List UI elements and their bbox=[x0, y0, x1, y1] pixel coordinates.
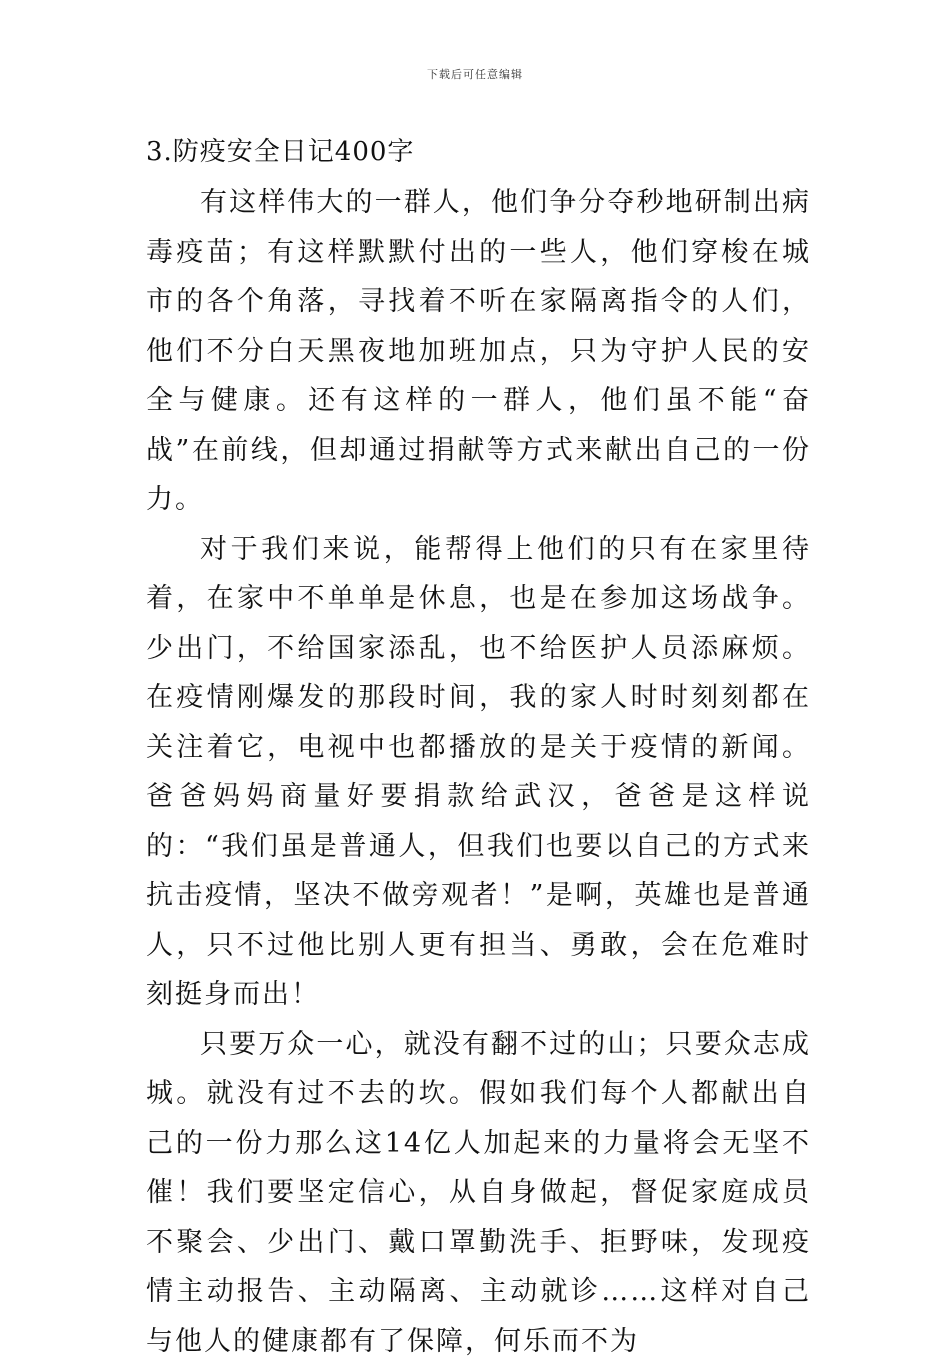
document-title: 3.防疫安全日记400字 bbox=[146, 130, 811, 174]
header-note: 下载后可任意编辑 bbox=[0, 66, 950, 82]
paragraph-2: 对于我们来说，能帮得上他们的只有在家里待着，在家中不单单是休息，也是在参加这场战争。少出门，不给国家添乱，也不给医护人员添麻烦。在疫情刚爆发的那段时间，我的家人时时刻刻都在关注着它，电视中也都播放的是关于疫情的新闻。爸爸妈妈商量好要捐款给武汉，爸爸是这样说的：“我们虽是普通人，但我们也要以自己的方式来抗击疫情，坚决不做旁观者！”是啊，英雄也是普通人，只不过他比别人更有担当、勇敢，会在危难时刻挺身而出！ bbox=[146, 525, 811, 1020]
document-body bbox=[146, 130, 811, 1366]
paragraph-1: 有这样伟大的一群人，他们争分夺秒地研制出病毒疫苗；有这样默默付出的一些人，他们穿梭在城市的各个角落，寻找着不听在家隔离指令的人们，他们不分白天黑夜地加班加点，只为守护人民的安全与健康。还有这样的一群人，他们虽不能“奋战”在前线，但却通过捐献等方式来献出自己的一份力。 bbox=[146, 178, 811, 525]
paragraph-3: 只要万众一心，就没有翻不过的山；只要众志成城。就没有过不去的坎。假如我们每个人都献出自己的一份力那么这14亿人加起来的力量将会无坚不催！我们要坚定信心，从自身做起，督促家庭成员不聚会、少出门、戴口罩勤洗手、拒野味，发现疫情主动报告、主动隔离、主动就诊……这样对自己与他人的健康都有了保障，何乐而不为 bbox=[146, 1020, 811, 1366]
